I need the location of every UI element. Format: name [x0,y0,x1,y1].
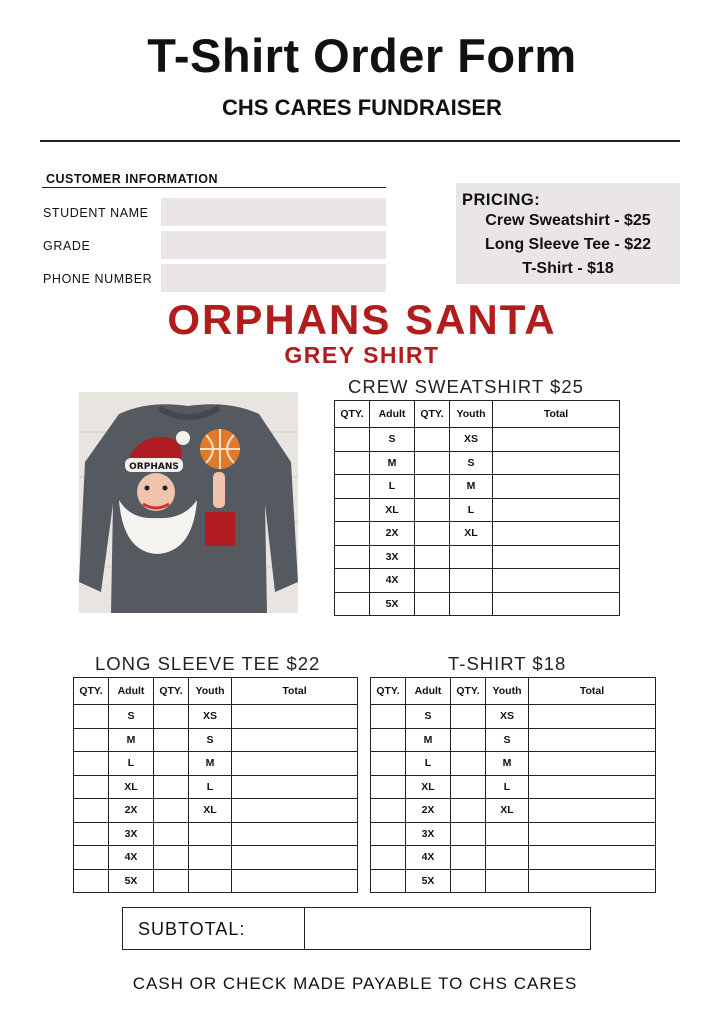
qty-cell[interactable] [74,728,109,752]
qty-cell[interactable] [371,822,406,846]
qty-cell[interactable] [335,569,370,593]
product-photo [79,392,298,613]
table-row [371,846,656,870]
table-row [371,869,656,893]
qty-cell[interactable] [371,799,406,823]
table-row [335,498,620,522]
qty-cell[interactable] [451,705,486,729]
qty-cell[interactable] [451,752,486,776]
youth-header: Youth [486,678,529,705]
payment-note: CASH OR CHECK MADE PAYABLE TO CHS CARES [132,974,578,993]
qty-cell[interactable] [415,475,450,499]
product-variant: GREY SHIRT [284,342,440,368]
adult-size-cell: M [109,728,154,752]
total-cell[interactable] [493,451,620,475]
qty-cell[interactable] [74,846,109,870]
adult-size-cell: 5X [406,869,451,893]
table-row [371,799,656,823]
total-cell[interactable] [232,728,358,752]
qty-cell[interactable] [335,498,370,522]
page-title: T-Shirt Order Form [147,29,577,82]
adult-size-cell: 5X [370,592,415,616]
qty-header: QTY. [154,678,189,705]
table-row [335,428,620,452]
total-cell[interactable] [232,799,358,823]
qty-cell[interactable] [74,822,109,846]
pricing-box [456,183,680,284]
adult-size-cell: S [370,428,415,452]
phone-number-field[interactable] [161,264,386,292]
youth-size-cell [189,869,232,893]
total-cell[interactable] [232,705,358,729]
table-row [335,522,620,546]
qty-cell[interactable] [371,869,406,893]
pricing-crew: Crew Sweatshirt - $25 [485,212,651,229]
adult-size-cell: 4X [109,846,154,870]
qty-cell[interactable] [415,569,450,593]
table-row [335,569,620,593]
grade-label: GRADE [43,239,91,253]
table-row [74,822,358,846]
youth-size-cell [486,822,529,846]
adult-size-cell: L [109,752,154,776]
total-cell[interactable] [529,775,656,799]
youth-size-cell: XS [450,428,493,452]
total-cell[interactable] [232,822,358,846]
qty-cell[interactable] [335,592,370,616]
subtotal-field[interactable] [306,908,590,949]
qty-cell[interactable] [415,592,450,616]
table-row [335,545,620,569]
qty-cell[interactable] [371,705,406,729]
table-row [371,752,656,776]
qty-cell[interactable] [371,846,406,870]
youth-size-cell: XL [189,799,232,823]
qty-cell[interactable] [415,545,450,569]
table-row [371,728,656,752]
table-row [335,451,620,475]
graphic-orphans-text: ORPHANS [129,462,179,472]
youth-size-cell: L [189,775,232,799]
table-row [74,728,358,752]
total-cell[interactable] [529,705,656,729]
total-header: Total [493,401,620,428]
subtotal-label: SUBTOTAL: [138,919,246,939]
total-cell[interactable] [529,728,656,752]
youth-header: Youth [450,401,493,428]
pricing-title: PRICING: [462,191,541,209]
total-cell[interactable] [529,752,656,776]
total-header: Total [529,678,656,705]
adult-size-cell: M [370,451,415,475]
phone-number-label: PHONE NUMBER [43,272,153,286]
customer-info-heading: CUSTOMER INFORMATION [46,172,219,186]
adult-size-cell: 4X [370,569,415,593]
adult-size-cell: 3X [370,545,415,569]
adult-size-cell: 3X [109,822,154,846]
total-cell[interactable] [529,799,656,823]
youth-size-cell [486,869,529,893]
qty-header: QTY. [451,678,486,705]
table-row [335,592,620,616]
adult-size-cell: 2X [406,799,451,823]
qty-cell[interactable] [74,752,109,776]
adult-size-cell: 2X [109,799,154,823]
qty-cell[interactable] [371,775,406,799]
total-header: Total [232,678,358,705]
tshirt-order-table [370,677,656,893]
youth-header: Youth [189,678,232,705]
subtotal-box [122,907,591,950]
adult-size-cell: L [370,475,415,499]
adult-size-cell: 5X [109,869,154,893]
qty-cell[interactable] [74,799,109,823]
adult-size-cell: L [406,752,451,776]
qty-cell[interactable] [154,705,189,729]
adult-size-cell: 4X [406,846,451,870]
qty-cell[interactable] [335,428,370,452]
total-cell[interactable] [529,822,656,846]
qty-cell[interactable] [154,752,189,776]
pricing-tshirt: T-Shirt - $18 [522,260,614,277]
adult-size-cell: XL [406,775,451,799]
table-row [74,752,358,776]
table-row [74,705,358,729]
adult-header: Adult [370,401,415,428]
long-sleeve-order-table [73,677,358,893]
adult-size-cell: 3X [406,822,451,846]
youth-size-cell [189,846,232,870]
qty-header: QTY. [335,401,370,428]
youth-size-cell: L [450,498,493,522]
adult-size-cell: S [109,705,154,729]
youth-size-cell: XL [486,799,529,823]
total-cell[interactable] [232,775,358,799]
qty-header: QTY. [74,678,109,705]
total-cell[interactable] [493,522,620,546]
youth-size-cell [450,592,493,616]
adult-size-cell: XL [109,775,154,799]
qty-cell[interactable] [451,728,486,752]
youth-size-cell: M [450,475,493,499]
adult-size-cell: M [406,728,451,752]
table-row [371,705,656,729]
qty-cell[interactable] [415,498,450,522]
total-cell[interactable] [232,752,358,776]
total-cell[interactable] [493,498,620,522]
adult-size-cell: XL [370,498,415,522]
qty-cell[interactable] [415,451,450,475]
long-sleeve-section-title: LONG SLEEVE TEE $22 [95,653,321,674]
qty-cell[interactable] [335,545,370,569]
qty-header: QTY. [415,401,450,428]
qty-cell[interactable] [154,846,189,870]
qty-header: QTY. [371,678,406,705]
total-cell[interactable] [232,869,358,893]
crew-section-title: CREW SWEATSHIRT $25 [348,376,584,397]
total-cell[interactable] [493,545,620,569]
qty-cell[interactable] [451,775,486,799]
qty-cell[interactable] [415,428,450,452]
qty-cell[interactable] [154,822,189,846]
qty-cell[interactable] [335,522,370,546]
table-row [74,869,358,893]
table-row [74,775,358,799]
adult-size-cell: S [406,705,451,729]
total-cell[interactable] [493,569,620,593]
youth-size-cell: L [486,775,529,799]
grade-field[interactable] [161,231,386,259]
crew-order-table [334,400,620,616]
qty-cell[interactable] [451,799,486,823]
page-subtitle: CHS CARES FUNDRAISER [222,95,502,120]
qty-cell[interactable] [74,775,109,799]
student-name-label: STUDENT NAME [43,206,149,220]
total-cell[interactable] [493,428,620,452]
total-cell[interactable] [493,592,620,616]
qty-cell[interactable] [74,705,109,729]
total-cell[interactable] [529,869,656,893]
qty-cell[interactable] [451,869,486,893]
youth-size-cell: XS [189,705,232,729]
qty-cell[interactable] [415,522,450,546]
tshirt-section-title: T-SHIRT $18 [448,653,567,674]
table-row [74,799,358,823]
qty-cell[interactable] [154,775,189,799]
customer-info-underline [42,187,386,188]
qty-cell[interactable] [74,869,109,893]
youth-size-cell [189,822,232,846]
youth-size-cell: M [486,752,529,776]
total-cell[interactable] [232,846,358,870]
qty-cell[interactable] [154,869,189,893]
youth-size-cell [450,545,493,569]
student-name-field[interactable] [161,198,386,226]
header-divider [40,140,680,142]
table-row [371,775,656,799]
youth-size-cell: XS [486,705,529,729]
product-name: ORPHANS SANTA [167,296,557,343]
qty-cell[interactable] [335,451,370,475]
qty-cell[interactable] [451,846,486,870]
qty-cell[interactable] [371,728,406,752]
youth-size-cell: S [450,451,493,475]
table-row [371,822,656,846]
youth-size-cell [450,569,493,593]
adult-header: Adult [109,678,154,705]
youth-size-cell: M [189,752,232,776]
youth-size-cell: XL [450,522,493,546]
adult-size-cell: 2X [370,522,415,546]
youth-size-cell: S [486,728,529,752]
pricing-long-sleeve: Long Sleeve Tee - $22 [485,236,651,253]
youth-size-cell [486,846,529,870]
subtotal-divider [304,908,305,949]
qty-cell[interactable] [154,799,189,823]
total-cell[interactable] [493,475,620,499]
table-row [335,475,620,499]
qty-cell[interactable] [451,822,486,846]
qty-cell[interactable] [371,752,406,776]
adult-header: Adult [406,678,451,705]
youth-size-cell: S [189,728,232,752]
qty-cell[interactable] [335,475,370,499]
total-cell[interactable] [529,846,656,870]
qty-cell[interactable] [154,728,189,752]
table-row [74,846,358,870]
